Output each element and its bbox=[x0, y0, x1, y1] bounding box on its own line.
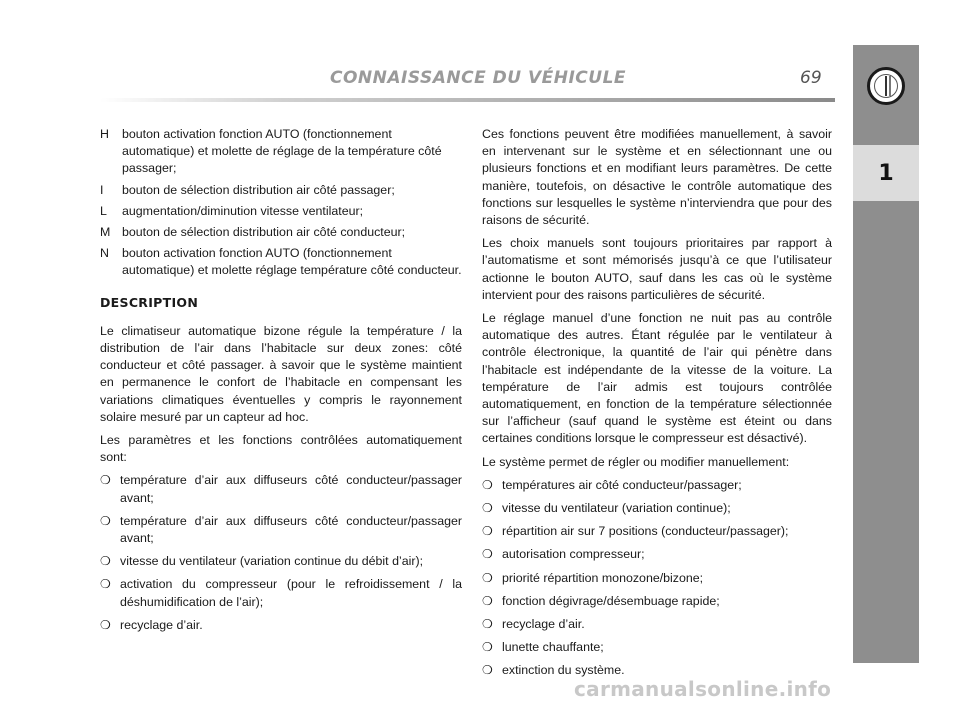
bullet-item bbox=[482, 546, 832, 563]
bullet-item bbox=[100, 513, 462, 547]
page-header-title: CONNAISSANCE DU VÉHICULE bbox=[330, 68, 627, 88]
bullet-circle-icon: ❍ bbox=[482, 547, 493, 562]
chapter-sidebar bbox=[853, 45, 919, 663]
legend-text: bouton activation fonction AUTO (fonctionnement automatique) et molette réglage température côté conducteur. bbox=[122, 246, 462, 278]
header-divider bbox=[100, 98, 835, 102]
bullet-text: lunette chauffante; bbox=[502, 640, 604, 655]
bullet-text: extinction du système. bbox=[502, 663, 625, 678]
bullet-text: température d’air aux diffuseurs côté conducteur/passager avant; bbox=[120, 473, 462, 505]
bullet-item bbox=[482, 616, 832, 633]
right-paragraphs bbox=[482, 126, 832, 471]
bullet-circle-icon: ❍ bbox=[482, 501, 493, 516]
bullet-text: activation du compresseur (pour le refroidissement / la déshumidification de l’air); bbox=[120, 577, 462, 609]
body-paragraph: Le réglage manuel d’une fonction ne nuit pas au contrôle automatique des autres. Étant régulée par le ventilateur à contrôle électronique, la quantité de l’air qui pénètre dans l’habitacle est indépendante de la vitesse de la voiture. La température de l’air admis est toujours contrôlée automatiquement, en fonction de la température sélectionnée sur l’afficheur (sauf quand le système est éteint ou dans certaines conditions lorsque le compresseur est désactivé). bbox=[482, 311, 832, 446]
bullet-item bbox=[482, 477, 832, 494]
bullet-circle-icon: ❍ bbox=[100, 617, 111, 632]
bullet-circle-icon: ❍ bbox=[482, 524, 493, 539]
legend-item bbox=[100, 245, 462, 279]
body-paragraph: Le climatiseur automatique bizone régule la température / la distribution de l’air dans l’habitacle sur deux zones: côté conducteur et côté passager. à savoir que le système maintient en permanence le confort de l’habitacle en compensant les variations climatiques éventuelles y compris le rayonnement solaire mesuré par un capteur ad hoc. bbox=[100, 323, 462, 424]
legend-text: bouton activation fonction AUTO (fonctionnement automatique) et molette de réglage de la température côté passager; bbox=[122, 127, 442, 176]
legend-key-list bbox=[100, 126, 462, 280]
bullet-text: vitesse du ventilateur (variation continue); bbox=[502, 501, 731, 516]
bullet-item bbox=[100, 472, 462, 506]
bullet-circle-icon: ❍ bbox=[482, 640, 493, 655]
bullet-text: températures air côté conducteur/passager; bbox=[502, 477, 742, 492]
alfa-romeo-badge-icon bbox=[867, 67, 905, 105]
bullet-text: autorisation compresseur; bbox=[502, 547, 645, 562]
bullet-item bbox=[100, 576, 462, 610]
section-heading: DESCRIPTION bbox=[100, 294, 199, 310]
bullet-circle-icon: ❍ bbox=[482, 663, 493, 678]
bullet-item bbox=[100, 617, 462, 634]
bullet-circle-icon: ❍ bbox=[100, 554, 111, 569]
body-paragraph: Ces fonctions peuvent être modifiées manuellement, à savoir en intervenant sur le système et en sélectionnant une ou plusieurs fonctions et en modifiant leurs paramètres. De cette manière, toutefois, on désactive le contrôle automatique des fonctions sur lesquelles le système n’interviendra que pour des raisons de sécurité. bbox=[482, 127, 832, 228]
bullet-circle-icon: ❍ bbox=[100, 513, 111, 528]
bullet-circle-icon: ❍ bbox=[482, 570, 493, 585]
right-column bbox=[482, 126, 832, 686]
bullet-item bbox=[482, 570, 832, 587]
bullet-text: vitesse du ventilateur (variation continue du débit d’air); bbox=[120, 554, 424, 569]
bullet-circle-icon: ❍ bbox=[100, 577, 111, 592]
bullet-item bbox=[482, 639, 832, 656]
bullet-circle-icon: ❍ bbox=[100, 473, 111, 488]
legend-text: bouton de sélection distribution air côté conducteur; bbox=[122, 225, 406, 240]
bullet-text: fonction dégivrage/désembuage rapide; bbox=[502, 593, 720, 608]
chapter-tab[interactable]: 1 bbox=[853, 145, 919, 201]
legend-letter: L bbox=[100, 203, 107, 218]
legend-text: bouton de sélection distribution air côté passager; bbox=[122, 182, 395, 197]
left-column bbox=[100, 126, 462, 640]
body-paragraph: Le système permet de régler ou modifier manuellement: bbox=[482, 454, 790, 469]
bullet-item bbox=[100, 553, 462, 570]
legend-letter: I bbox=[100, 182, 104, 197]
bullet-item bbox=[482, 593, 832, 610]
legend-letter: M bbox=[100, 225, 111, 240]
logo-badge bbox=[853, 45, 919, 127]
bullet-circle-icon: ❍ bbox=[482, 617, 493, 632]
body-paragraph: Les paramètres et les fonctions contrôlées automatiquement sont: bbox=[100, 433, 462, 465]
legend-letter: H bbox=[100, 127, 109, 141]
bullet-text: recyclage d’air. bbox=[502, 617, 585, 632]
legend-item bbox=[100, 203, 462, 220]
legend-item bbox=[100, 182, 462, 199]
left-paragraphs bbox=[100, 323, 462, 467]
bullet-item bbox=[482, 500, 832, 517]
left-bullet-list bbox=[100, 472, 462, 634]
legend-text: augmentation/diminution vitesse ventilateur; bbox=[122, 203, 364, 218]
right-bullet-list bbox=[482, 477, 832, 680]
bullet-circle-icon: ❍ bbox=[482, 593, 493, 608]
legend-item bbox=[100, 224, 462, 241]
bullet-text: température d’air aux diffuseurs côté conducteur/passager avant; bbox=[120, 513, 462, 546]
bullet-text: recyclage d’air. bbox=[120, 617, 203, 632]
bullet-circle-icon: ❍ bbox=[482, 477, 493, 492]
legend-letter: N bbox=[100, 246, 109, 261]
bullet-item bbox=[482, 523, 832, 540]
legend-item bbox=[100, 126, 462, 178]
bullet-text: répartition air sur 7 positions (conducteur/passager); bbox=[502, 524, 789, 539]
watermark-text: carmanualsonline.info bbox=[574, 677, 832, 701]
page-number: 69 bbox=[800, 68, 822, 88]
bullet-text: priorité répartition monozone/bizone; bbox=[502, 570, 704, 585]
body-paragraph: Les choix manuels sont toujours prioritaires par rapport à l’automatisme et sont mémorisés jusqu’à ce que l’utilisateur actionne le bouton AUTO, sauf dans les cas où le système intervient pour des raisons particulières de sécurité. bbox=[482, 236, 832, 302]
